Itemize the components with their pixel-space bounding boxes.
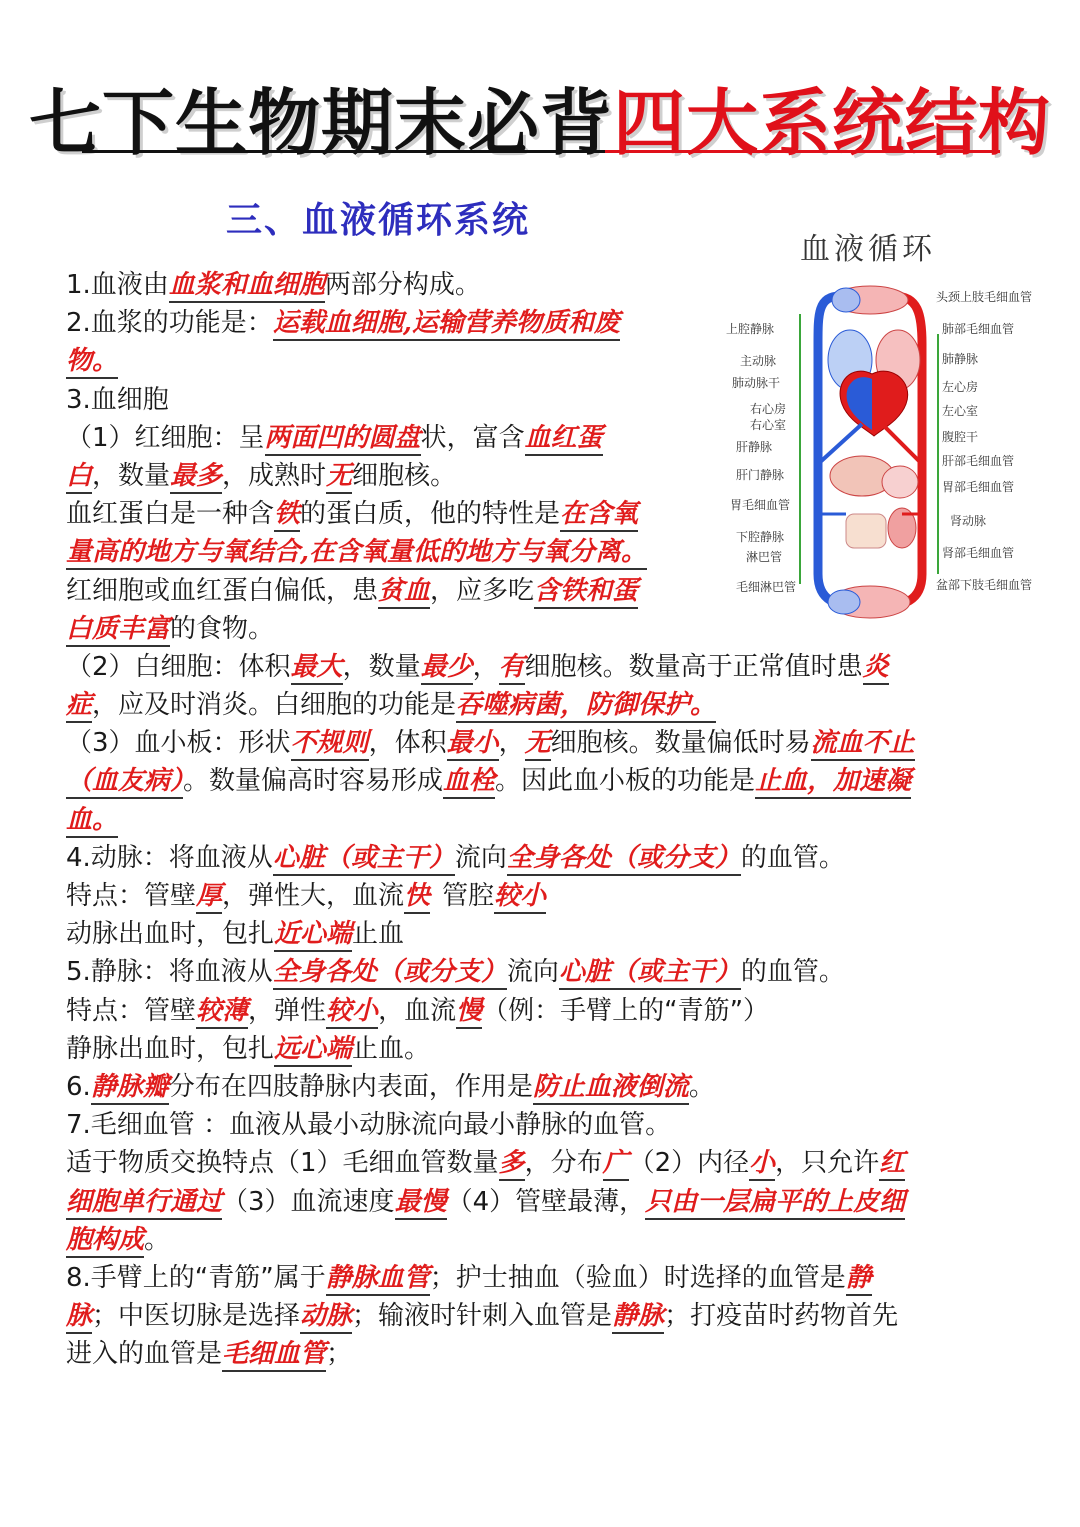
- diagram-left-label: 右心室: [750, 418, 787, 432]
- note-line: [66, 1183, 1016, 1221]
- key-answer: 胞构成: [66, 1225, 144, 1258]
- note-line: [66, 419, 706, 457]
- note-line: [66, 342, 706, 380]
- text: 。: [688, 1071, 715, 1102]
- key-answer: 铁: [274, 499, 300, 532]
- key-answer: 静脉瓣: [91, 1072, 169, 1105]
- diagram-right-label: 肾部毛细血管: [942, 546, 1015, 560]
- text: 动脉出血时，包扎: [66, 919, 275, 950]
- text: （例：手臂上的“青筋”）: [482, 995, 770, 1026]
- note-line: [66, 1221, 1016, 1259]
- text: 状，富含: [420, 422, 525, 453]
- page-title: [0, 78, 1080, 168]
- diagram-right-label: 胃部毛细血管: [942, 480, 1015, 494]
- key-answer: 血。: [66, 805, 118, 838]
- key-answer: （血友病）: [66, 766, 183, 799]
- text: 细胞核。数量高于正常值时患: [524, 651, 863, 682]
- note-line: [66, 1106, 1016, 1144]
- text: 的血管。: [740, 957, 845, 988]
- text: ；中医切脉是选择: [92, 1301, 301, 1332]
- note-line: [66, 953, 1016, 991]
- diagram-right-label: 肾动脉: [950, 514, 987, 528]
- text: ，只允许: [775, 1148, 880, 1179]
- text: ，体积: [368, 728, 447, 759]
- text: ，应多吃: [430, 575, 535, 606]
- text: ，数量: [342, 651, 421, 682]
- key-answer: 无: [525, 728, 551, 761]
- diagram-left-label: 毛细淋巴管: [736, 580, 797, 594]
- key-answer: 广: [603, 1148, 629, 1181]
- diagram-left-label: 下腔静脉: [736, 530, 785, 544]
- text: 的蛋白质，他的特性是: [300, 499, 561, 530]
- key-answer: 厚: [196, 881, 222, 914]
- note-line: [66, 1259, 1016, 1297]
- text: ，: [472, 651, 499, 682]
- key-answer: 较薄: [196, 996, 248, 1029]
- key-answer: 最慢: [395, 1187, 447, 1220]
- key-answer: 症: [66, 690, 92, 723]
- text: ；输液时针刺入血管是: [352, 1301, 613, 1332]
- text: 管腔: [442, 881, 495, 911]
- text: 5.静脉：将血液从: [66, 957, 273, 988]
- text: 2.血浆的功能是：: [66, 308, 273, 339]
- diagram-left-label: 肺动脉干: [732, 376, 781, 390]
- diagram-right-label: 左心室: [942, 404, 979, 418]
- text: 8.手臂上的“青筋”属于: [66, 1262, 326, 1293]
- diagram-title: 血液循环: [800, 232, 936, 267]
- text: 进入的血管是: [66, 1339, 223, 1370]
- note-line: [66, 724, 1016, 762]
- key-answer: 静脉血管: [326, 1263, 430, 1296]
- text: 7.毛细血管 ：血液从最小动脉流向最小静脉的血管。: [66, 1110, 672, 1141]
- key-answer: 较小: [494, 881, 546, 914]
- note-line: [66, 915, 1016, 953]
- text: （4）管壁最薄，: [446, 1186, 646, 1217]
- key-answer: 全身各处（或分支）: [507, 843, 741, 876]
- key-answer: 两面凹的圆盘: [265, 423, 421, 456]
- diagram-right-label: 肺静脉: [942, 352, 979, 366]
- note-line: [66, 610, 1016, 648]
- text: 特点：管壁: [66, 995, 197, 1026]
- text: ；护士抽血（验血）时选择的血管是: [429, 1262, 846, 1293]
- key-answer: 远心端: [274, 1034, 352, 1067]
- key-answer: 炎: [863, 652, 889, 685]
- key-answer: 近心端: [274, 919, 352, 952]
- text: 血红蛋白是一种含: [66, 499, 275, 530]
- text: 分布在四肢静脉内表面，作用是: [168, 1071, 533, 1102]
- key-answer: 贫血: [378, 576, 430, 609]
- diagram-right-label: 腹腔干: [942, 430, 979, 444]
- diagram-left-label: 淋巴管: [746, 550, 783, 564]
- key-answer: 慢: [456, 996, 482, 1029]
- note-line: [66, 381, 706, 419]
- note-line: [66, 1030, 1016, 1068]
- text: 细胞核。: [352, 460, 457, 491]
- text: ，成熟时: [222, 460, 327, 491]
- text: 的食物。: [170, 613, 275, 644]
- title-part-2: 四大系统结构: [613, 81, 1052, 165]
- key-answer: 细胞单行通过: [66, 1187, 222, 1220]
- text: 。因此血小板的功能是: [495, 766, 756, 797]
- key-answer: 防止血液倒流: [533, 1072, 689, 1105]
- text: 6.: [66, 1071, 91, 1102]
- key-answer: 运载血细胞,运输营养物质和废: [273, 308, 620, 341]
- key-answer: 有: [499, 652, 525, 685]
- key-answer: 较小: [326, 996, 378, 1029]
- key-answer: 白质丰富: [66, 614, 170, 647]
- note-line: [66, 1335, 1016, 1373]
- key-answer: 不规则: [291, 728, 369, 761]
- key-answer: 最小: [447, 728, 499, 761]
- key-answer: 流血不止: [811, 728, 915, 761]
- note-line: [66, 1068, 1016, 1106]
- text: ，弹性: [248, 995, 327, 1026]
- key-answer: 吞噬病菌，防御保护。: [456, 690, 716, 723]
- note-line: [66, 495, 706, 533]
- text: 3.血细胞: [66, 384, 169, 415]
- text: 4.动脉：将血液从: [66, 842, 273, 873]
- diagram-right-label: 肝部毛细血管: [942, 454, 1015, 468]
- text: （2）白细胞：体积: [66, 651, 291, 682]
- key-answer: 小: [749, 1148, 775, 1181]
- key-answer: 心脏（或主干）: [273, 843, 455, 876]
- key-answer: 在含氧: [560, 499, 638, 532]
- text: 流向: [454, 842, 507, 873]
- note-line: [66, 992, 1016, 1030]
- text: 两部分构成。: [324, 270, 481, 300]
- text: 细胞核。数量偏低时易: [550, 728, 811, 759]
- text: ，分布: [524, 1148, 603, 1179]
- diagram-right-label: 盆部下肢毛细血管: [936, 578, 1033, 592]
- key-answer: 含铁和蛋: [534, 576, 638, 609]
- note-line: [66, 1144, 1016, 1182]
- note-line: [66, 304, 706, 342]
- diagram-left-label: 胃毛细血管: [730, 498, 791, 512]
- note-line: [66, 533, 706, 571]
- text: （3）血小板：形状: [66, 728, 291, 759]
- key-answer: 血红蛋: [525, 423, 603, 456]
- text: 1.血液由: [66, 270, 169, 300]
- note-line: [66, 266, 706, 304]
- diagram-left-label: 右心房: [750, 402, 787, 416]
- diagram-right-label: 肺部毛细血管: [942, 322, 1015, 336]
- text: 流向: [506, 957, 559, 988]
- diagram-left-label: 主动脉: [740, 354, 777, 368]
- text: ，血流: [378, 995, 457, 1026]
- note-line: [66, 801, 1016, 839]
- key-answer: 最大: [291, 652, 343, 685]
- key-answer: 量高的地方与氧结合,在含氧量低的地方与氧分离。: [66, 537, 647, 570]
- diagram-right-label: 头颈上肢毛细血管: [936, 290, 1033, 304]
- text: 适于物质交换特点（1）毛细血管数量: [66, 1148, 499, 1179]
- text: 。: [144, 1224, 171, 1255]
- text: ，: [498, 728, 525, 759]
- note-line: [66, 686, 1016, 724]
- section-heading: 三、血液循环系统: [226, 199, 531, 241]
- note-line: [66, 877, 1016, 915]
- text: ，弹性大，血流: [222, 881, 405, 911]
- key-answer: 最少: [421, 652, 473, 685]
- text: 特点：管壁: [66, 881, 197, 911]
- key-answer: 静: [846, 1263, 872, 1296]
- key-answer: 脉: [66, 1301, 92, 1334]
- note-line: [66, 648, 1016, 686]
- text: 止血。: [352, 1033, 431, 1064]
- key-answer: 最多: [170, 461, 222, 494]
- key-answer: 止血，加速凝: [755, 766, 911, 799]
- key-answer: 快: [404, 881, 430, 914]
- text: （2）内径: [628, 1148, 750, 1179]
- diagram-right-label: 左心房: [942, 380, 979, 394]
- text: 静脉出血时，包扎: [66, 1033, 275, 1064]
- text: ，数量: [92, 460, 171, 491]
- diagram-left-label: 肝门静脉: [736, 468, 785, 482]
- text: （1）红细胞：呈: [66, 422, 265, 453]
- text: 止血: [352, 919, 405, 950]
- key-answer: 静脉: [612, 1301, 664, 1334]
- note-line: [66, 1297, 1016, 1335]
- text: ；打疫苗时药物首先: [664, 1301, 899, 1332]
- key-answer: 心脏（或主干）: [559, 957, 741, 990]
- title-part-1: 七下生物期末必背: [28, 81, 613, 165]
- key-answer: 血浆和血细胞: [169, 270, 325, 303]
- key-answer: 白: [66, 461, 92, 494]
- key-answer: 无: [326, 461, 352, 494]
- key-answer: 多: [499, 1148, 525, 1181]
- title-underline-accent: [605, 150, 1000, 153]
- text: ；: [326, 1339, 353, 1370]
- note-line: [66, 839, 1016, 877]
- key-answer: 全身各处（或分支）: [273, 957, 507, 990]
- text: ，应及时消炎。白细胞的功能是: [92, 690, 457, 721]
- key-answer: 血栓: [443, 766, 495, 799]
- key-answer: 物。: [66, 346, 118, 379]
- note-line: [66, 572, 706, 610]
- key-answer: 动脉: [300, 1301, 352, 1334]
- note-line: [66, 457, 706, 495]
- diagram-left-label: 上腔静脉: [726, 322, 775, 336]
- notes-body: [66, 266, 1016, 1373]
- diagram-left-label: 肝静脉: [736, 440, 773, 454]
- text: 的血管。: [740, 842, 845, 873]
- text: 红细胞或血红蛋白偏低，患: [66, 575, 379, 606]
- note-line: [66, 762, 1016, 800]
- key-answer: 毛细血管: [222, 1339, 326, 1372]
- key-answer: 红: [879, 1148, 905, 1181]
- text: （3）血流速度: [222, 1186, 395, 1217]
- key-answer: 只由一层扁平的上皮细: [645, 1187, 905, 1220]
- text: 。数量偏高时容易形成: [183, 766, 444, 797]
